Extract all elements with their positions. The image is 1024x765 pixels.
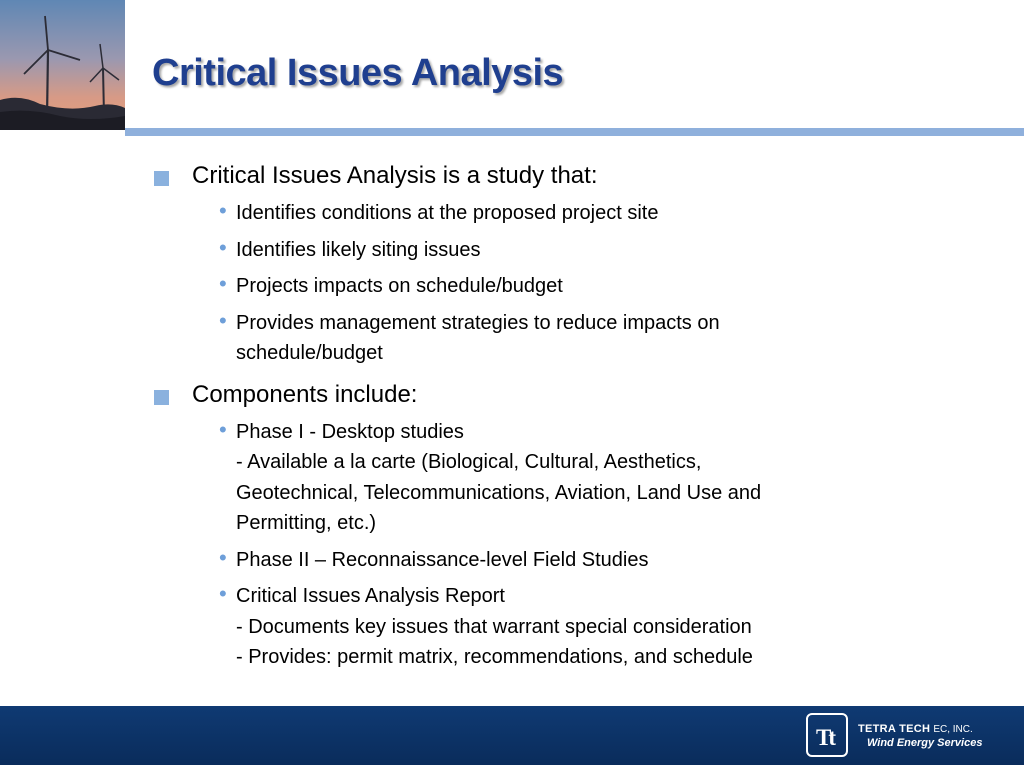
list-item-text: Critical Issues Analysis Report bbox=[236, 585, 505, 607]
title-divider bbox=[125, 128, 1024, 136]
footer-band bbox=[0, 706, 1024, 765]
company-suffix: EC, INC. bbox=[933, 724, 973, 735]
list-item bbox=[219, 416, 910, 539]
square-bullet-icon bbox=[154, 171, 169, 186]
dot-bullet-icon: • bbox=[219, 198, 227, 223]
list-item bbox=[219, 234, 910, 266]
list-item-text: Provides management strategies to reduce impacts on bbox=[236, 311, 720, 334]
list-item-text: - Available a la carte (Biological, Cultural, Aesthetics, bbox=[236, 451, 702, 473]
section-heading-text: Components include: bbox=[192, 380, 418, 408]
list-item-text: - Documents key issues that warrant special consideration bbox=[236, 615, 752, 638]
slide-content bbox=[150, 160, 910, 673]
section-heading bbox=[150, 379, 910, 411]
dot-bullet-icon: • bbox=[219, 416, 227, 442]
list-item-text: - Provides: permit matrix, recommendations, and schedule bbox=[236, 646, 753, 668]
list-item-text: Phase II – Reconnaissance-level Field Studies bbox=[236, 548, 649, 571]
list-item-text: Identifies conditions at the proposed project site bbox=[236, 202, 659, 224]
logo-mark: Tt bbox=[816, 725, 833, 750]
wind-turbine-photo bbox=[0, 0, 125, 130]
page-title: Critical Issues Analysis bbox=[152, 52, 564, 94]
list-item-text: Geotechnical, Telecommunications, Aviation, Land Use and bbox=[236, 481, 762, 504]
dot-bullet-icon: • bbox=[219, 307, 227, 333]
list-item bbox=[219, 544, 910, 576]
list-item bbox=[219, 581, 910, 673]
dot-bullet-icon: • bbox=[219, 544, 227, 570]
list-item bbox=[219, 307, 910, 369]
list-item bbox=[219, 198, 910, 229]
company-name bbox=[858, 723, 973, 735]
list-item-text: Permitting, etc.) bbox=[236, 512, 377, 534]
list-item-text: Identifies likely siting issues bbox=[236, 238, 481, 261]
list-item-text: Phase I - Desktop studies bbox=[236, 420, 464, 443]
dot-bullet-icon: • bbox=[219, 234, 227, 260]
section-heading bbox=[150, 160, 910, 192]
dot-bullet-icon: • bbox=[219, 581, 227, 606]
square-bullet-icon bbox=[154, 390, 169, 405]
list-item bbox=[219, 271, 910, 302]
section-heading-text: Critical Issues Analysis is a study that: bbox=[192, 162, 598, 189]
list-item-text: Projects impacts on schedule/budget bbox=[236, 275, 563, 297]
list-item-text: schedule/budget bbox=[236, 342, 383, 364]
company-name-text: TETRA TECH bbox=[858, 723, 931, 735]
division-name: Wind Energy Services bbox=[867, 737, 983, 749]
wind-turbine-icon bbox=[0, 0, 125, 130]
dot-bullet-icon: • bbox=[219, 271, 227, 296]
